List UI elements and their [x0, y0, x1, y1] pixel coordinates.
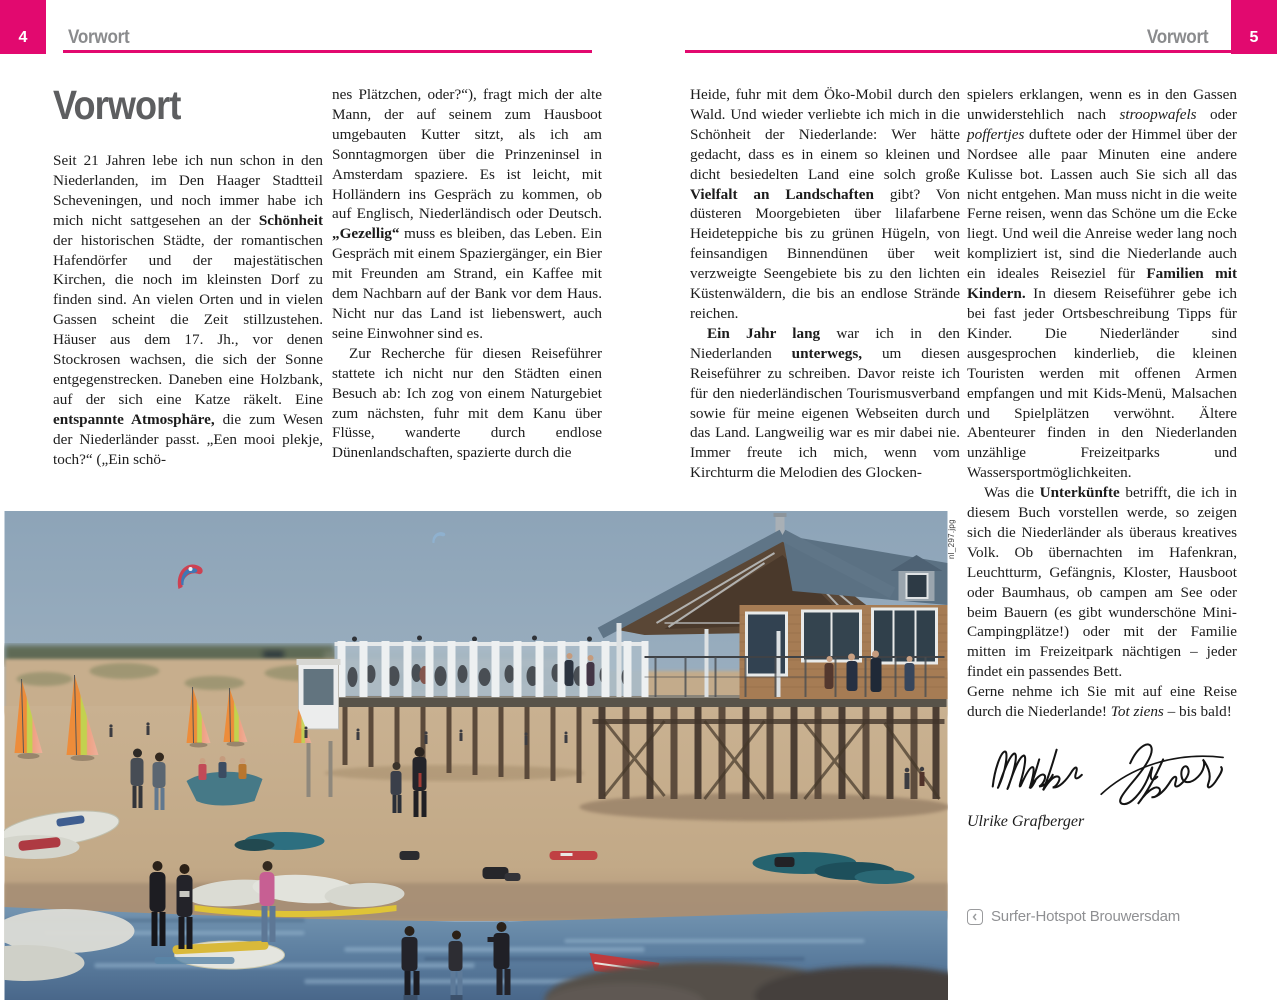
page-number-tab-right	[1231, 0, 1277, 54]
text-column-2	[332, 85, 602, 463]
photo-caption	[967, 908, 1180, 925]
paragraph: Was die Unterkünfte betrifft, die ich in diesem Buch vorstellen werde, so zeigen sich die Niederländer als überaus kreatives Volk. Ob übernachten im Hafenkran, Leuchtturm, Gefängnis, Kloster, Hausboot oder Baumhaus, ob campen am See oder beim Bauern (es gibt wunderschöne Mini-Campingplätze!) oder mit der Familie mitten im Freizeitpark nächtigen – jeder findet ein passendes Bett.	[967, 484, 1237, 681]
paragraph: spielers erklangen, wenn es in den Gassen unwiderstehlich nach stroopwafels oder poffertjes duftete oder der Himmel über der Nordsee alle paar Minuten eine andere Kulisse bot. Lassen auch Sie sich all das nicht entgehen. Man muss nicht in die weite Ferne reisen, wenn das Schöne um die Ecke liegt. Und weil die Anreise weder lang noch kompliziert ist, sind die Niederlande auch ein ideales Reiseziel für Familien mit Kindern. In diesem Reiseführer gebe ich bei fast jeder Ortsbeschreibung Tipps für Kinder. Die Niederländer sind ausgesprochen kinderlieb, die kleinen Touristen werden mit offenen Armen empfangen und mit Kids-Menü, Malsachen und Spielplätzen verwöhnt. Ältere Abenteurer finden in den Niederlanden unzählige Freizeitparks und Wassersportmöglichkeiten.	[967, 86, 1238, 482]
paragraph: Heide, fuhr mit dem Öko-Mobil durch den Wald. Und wieder verliebte ich mich in die Schönheit der Niederlande: Wer hätte gedacht, dass es in einem so kleinen und dicht besiedelten Land eine solch große Vielfalt an Landschaften gibt? Von düsteren Moorgebieten über lilafarbene Heideteppiche bis zu grünen Hügeln, von feinsandigen Binnendünen über weit verzweigte Seengebiete bis zu den lichten Küstenwäldern, die bis an endlose Strände reichen.	[690, 86, 960, 322]
author-name: Ulrike Grafberger	[967, 813, 1085, 830]
running-head-right: Vorwort	[1146, 27, 1208, 48]
pier-balustrade	[335, 636, 649, 698]
pier-shadow	[325, 765, 585, 781]
paragraph: Zur Recherche für diesen Reiseführer stattete ich nicht nur den Städten einen Besuch ab: Ich zog von einem Naturgebiet zum nächsten, fuhr mit dem Kanu über Flüsse, wanderte durch endlose Dünenlandschaften, spazierte durch die	[332, 344, 602, 462]
paragraph: Seit 21 Jahren lebe ich nun schon in den Niederlanden, im Den Haager Stadtteil Scheveningen, und noch immer habe ich mich nicht sattgesehen an der Schönheit der historischen Städte, der romantischen Hafendörfer und der majestätischen Kirchen, die noch im kleinsten Dorf zu finden sind. An vielen Orten und in vielen Gassen scheint die Zeit stillzustehen. Häuser aus dem 17. Jh., vor denen Stockrosen wachsen, die sich der Sonne entgegenstrecken. Daneben eine Holzbank, auf der sich eine Katze räkelt. Eine entspannte Atmosphäre, die zum Wesen der Niederländer passt. „Een mooi plekje, toch?“ („Ein schö-	[53, 152, 323, 468]
article-title: Vorwort	[53, 82, 181, 128]
running-head-left: Vorwort	[68, 27, 130, 48]
text-column-1	[53, 82, 323, 470]
beach-scene	[4, 511, 948, 1000]
page-number-right: 5	[1249, 29, 1259, 46]
header-rule-left	[63, 50, 592, 53]
page-number-tab-left	[0, 0, 46, 54]
text-column-4	[967, 85, 1237, 832]
paragraph: Ein Jahr lang war ich in den Niederlanden unterwegs, um diesen Reiseführer zu schreiben. Davor reiste ich für den niederländischen Tourismusverband sowie für meine eigenen Webseiten durch das Land. Langweilig war es mir dabei nie. Immer freute ich mich, wenn vom Kirchturm die Melodien des Glocken-	[690, 324, 960, 482]
chevron-left-boxed-icon	[967, 909, 983, 925]
text-column-3	[690, 85, 960, 483]
paragraph: nes Plätzchen, oder?“), fragt mich der alte Mann, der auf seinem zum Hausboot umgebauten Kutter sitzt, als ich am Sonntagmorgen über die Prinzeninsel in Amsterdam spaziere. Es ist leicht, mit Holländern ins Gespräch zu kommen, ob auf Englisch, Niederländisch oder Deutsch. „Gezellig“ muss es bleiben, das Leben. Ein Gespräch mit einem Spaziergänger, ein Bier mit Freunden am Strand, ein Kaffee mit dem Nachbarn auf der Bank vor dem Haus. Nicht nur das Land ist liebenswert, auch seine Einwohner sind es.	[332, 86, 602, 342]
beach-photo	[4, 511, 948, 1000]
balustrade-posts	[338, 641, 649, 697]
closing-paragraph: Gerne nehme ich Sie mit auf eine Reise durch die Niederlande! Tot ziens – bis bald!	[967, 683, 1237, 721]
photo-caption-text: Surfer-Hotspot Brouwersdam	[991, 908, 1181, 925]
page-number-left: 4	[18, 29, 28, 46]
header-rule-right	[685, 50, 1231, 53]
author-signature	[985, 730, 1227, 812]
photo-credit: nl_297.jpg	[947, 519, 956, 559]
